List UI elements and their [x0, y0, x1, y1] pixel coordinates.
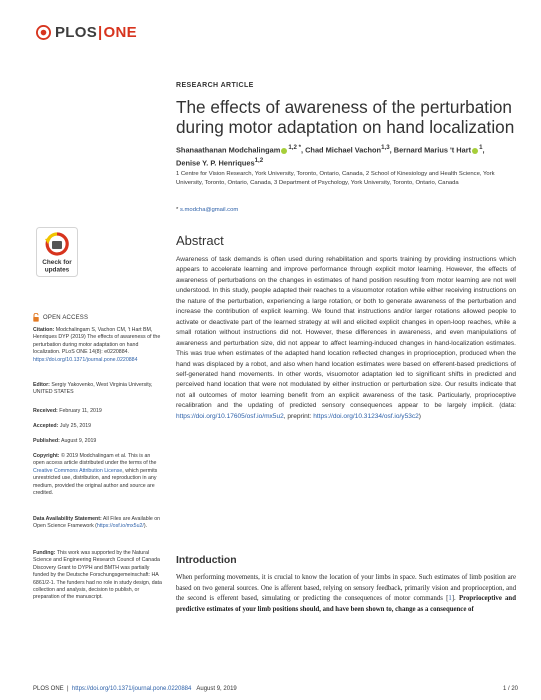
abstract-close: ): [418, 412, 421, 420]
author-list: Shanaathanan Modchalingam $^{1,2 *}$, Chad Michael Vachon$^{1,3}$, Bernard Marius 't Hart $^1$, Denise Y. P. Henriques$^{1,2}$: [176, 144, 485, 168]
footer-doi-link[interactable]: https://doi.org/10.1371/journal.pone.0220884: [71, 686, 192, 692]
received-date: [33, 408, 163, 415]
accepted-label: Accepted:: [33, 423, 59, 429]
preprint-link[interactable]: https://doi.org/10.31234/osf.io/y53c2: [313, 412, 419, 420]
citation-text: Modchalingam S, Vachon CM, 't Hart BM, Henriques DYP (2019) The effects of awareness of the perturbation during motor adaptation on hand localization. PLoS ONE 14(8): e0220884.: [33, 327, 161, 356]
citation-label: Citation:: [33, 327, 55, 333]
editor-label: Editor:: [33, 382, 50, 388]
copyright-label: Copyright:: [33, 453, 60, 459]
intro-text-after: ].: [451, 595, 459, 603]
logo-plos: PLOS: [55, 24, 98, 41]
osf-link[interactable]: https://osf.io/mx5u2/: [96, 523, 144, 530]
author-affil: 1,3: [381, 144, 390, 151]
check-label-2: updates: [44, 266, 70, 274]
copyright: [33, 453, 163, 497]
author-affil: 1: [479, 144, 483, 151]
intro-text: When performing movements, it is crucial to know the location of your limbs in space. Such estimates of limb position are based on two general sources. One is afferent based, relying on sensory feedback, primarily vision and proprioception, and the second is efferent based, simulating or predicting the consequences of motor commands [: [176, 574, 516, 603]
check-for-updates-icon[interactable]: [36, 227, 78, 277]
abstract-body: [176, 255, 516, 422]
copyright-text: © 2019 Modchalingam et al. This is an open access article distributed under the terms of the: [33, 453, 157, 467]
article-type: RESEARCH ARTICLE: [176, 82, 254, 89]
plos-logo-icon: [36, 25, 51, 40]
editor: [33, 382, 163, 397]
received-label: Received:: [33, 408, 58, 414]
email-link[interactable]: s.modcha@gmail.com: [179, 207, 239, 213]
funding-text: This work was supported by the Natural Science and Engineering Research Council of Canada Discovery Grant to DYPH and BMTH was partially funded by the Deutsche Forschungsgemeinschaft: HA 6861/2-1. The funders had no role in study design, data collection and analysis, decision to publish, or preparation of the manuscript.: [33, 550, 162, 601]
logo-one: ONE: [103, 24, 137, 41]
published-date: [33, 438, 163, 445]
accepted-text: July 25, 2019: [58, 423, 92, 429]
author-name: Shanaathanan Modchalingam: [176, 145, 281, 155]
reference-link[interactable]: 1: [448, 595, 452, 603]
copyright-text-end: , which permits unrestricted use, distribution, and reproduction in any medium, provided the original author and source are credited.: [33, 467, 158, 497]
das-close: ).: [143, 523, 148, 530]
corresponding-email: [176, 207, 516, 213]
author-name: Bernard Marius 't Hart: [393, 145, 472, 155]
author-name: Denise Y. P. Henriques: [176, 158, 255, 168]
received-text: February 11, 2019: [57, 408, 102, 414]
orcid-icon[interactable]: [472, 148, 478, 154]
page-footer: PLOS ONE | https://doi.org/10.1371/journal.pone.0220884 August 9, 2019 1 / 20: [33, 686, 518, 692]
published-text: August 9, 2019: [59, 438, 97, 444]
author-affil: 1,2: [254, 157, 264, 165]
published-label: Published:: [33, 438, 60, 444]
footer-date: August 9, 2019: [196, 686, 237, 692]
abstract-heading: Abstract: [176, 233, 224, 248]
editor-text: Sergiy Yakovenko, West Virginia University, UNITED STATES: [33, 382, 153, 396]
das-label: Data Availability Statement:: [33, 516, 102, 522]
article-title: The effects of awareness of the perturbation during motor adaptation on hand localization: [176, 97, 515, 137]
data-availability: [33, 516, 163, 531]
citation-doi-link[interactable]: https://doi.org/10.1371/journal.pone.0220884: [33, 356, 138, 363]
page-number: 1 / 20: [502, 686, 518, 692]
author-affil: 1,2 *: [288, 144, 301, 151]
footer-journal: PLOS ONE: [33, 686, 64, 692]
affiliations: 1 Centre for Vision Research, York University, Toronto, Ontario, Canada, 2 School of Kinesiology and Health Science, York University, Toronto, Ontario, Canada, 3 Department of Psychology, York University, Toronto, Ontario, Canada: [176, 171, 495, 186]
check-label-1: Check for: [42, 259, 72, 266]
funding: [33, 550, 163, 602]
email-marker: *: [176, 207, 179, 213]
author-name: Chad Michael Vachon: [305, 145, 382, 155]
open-access-badge: [33, 313, 163, 322]
open-lock-icon: [33, 313, 39, 322]
introduction-heading: Introduction: [176, 555, 237, 566]
das-text: All Files are Available on Open Science Framework (: [33, 516, 161, 530]
citation: [33, 327, 163, 364]
abstract-text: Awareness of task demands is often used during rehabilitation and sports training by providing instructions which appears to accelerate learning and improve performance through explicit motor learning. However, the effects of awareness of perturbations on the changes in estimates of hand position resulting from motor learning are not well understood. In this study, people adapted their reaches to a visuomotor rotation while either receiving instructions on the nature of the perturbation, experiencing a large rotation, or both to generate awareness of the perturbation and increase the contribution of explicit learning. We found that instructions and/or larger rotations allowed people to activate or deactivate part of the learned strategy at will and elicited explicit changes in open-loop reaches, while a small rotation without instructions did not. However, these differences in awareness, and even manipulations of awareness and perturbation size, did not appear to affect learning-induced changes in hand-localization estimates. This was true when estimates of the adapted hand location reflected changes in proprioception, produced when the hand was displaced by a robot, and also when hand location estimates were based on efferent-based predictions of self-generated hand movements. In other words, visuomotor adaptation led to significant shifts in predicted and perceived hand location that were not modulated by either instruction or perturbation size. Our results indicate that not all outcomes of motor learning benefit from an explicit awareness of the task. Particularly, proprioceptive recalibration and the updating of predicted sensory consequences appear to be largely implicit. (data:: [176, 256, 516, 410]
preprint-label: , preprint:: [283, 412, 314, 420]
intro-bold-text: Proprioceptive and predictive estimates of your limb positions should, and have been shown to, change as a consequence of: [176, 595, 516, 613]
data-link[interactable]: https://doi.org/10.17605/osf.io/mx5u2: [176, 412, 284, 420]
license-link[interactable]: Creative Commons Attribution License: [33, 467, 123, 474]
accepted-date: [33, 423, 163, 430]
open-access-label: OPEN ACCESS: [43, 314, 89, 321]
journal-logo: PLOS|ONE: [36, 24, 137, 41]
orcid-icon[interactable]: [281, 148, 287, 154]
introduction-body: [176, 573, 516, 615]
funding-label: Funding:: [33, 550, 56, 556]
